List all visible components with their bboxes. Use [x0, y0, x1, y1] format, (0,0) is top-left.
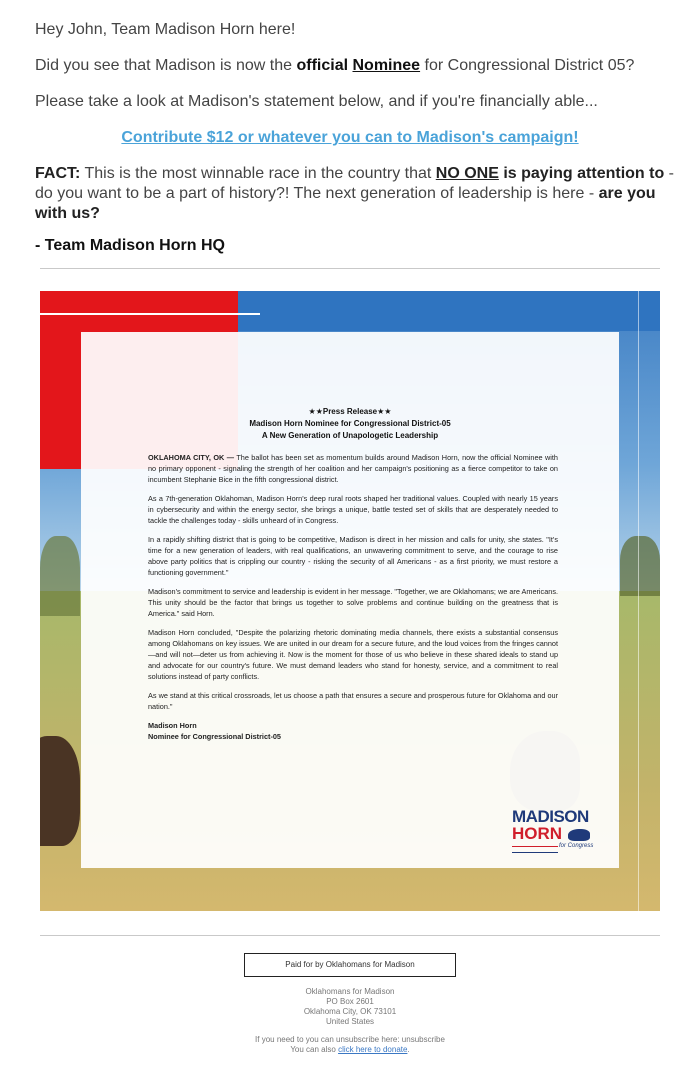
donate-post: .	[407, 1045, 410, 1054]
blue-banner-band	[238, 291, 660, 331]
madison-horn-logo	[512, 808, 604, 853]
fact-no-one: NO ONE	[435, 165, 499, 182]
press-release-kicker: ★★Press Release★★	[308, 407, 392, 416]
contribute-link[interactable]: Contribute $12 or whatever you can to Madison's campaign!	[121, 129, 579, 146]
press-release-header	[81, 406, 619, 442]
pr-signature-name: Madison Horn	[148, 721, 197, 730]
pr-paragraph-3: In a rapidly shifting district that is going to be competitive, Madison is direct in her mission and calls for unity, she states. "It's time for a new generation of leaders, with real qualifications, an unwavering commitment to serve, and the courage to rise above party politics that is crippling our country - risking the security of all Americans - as a first priority, we must restore a functioning government."	[148, 535, 558, 577]
pr-paragraph-4: Madison's commitment to service and leadership is evident in her message. "Together, we are Oklahomans; we are Americans. This unity should be the factor that brings us together to solve problems and continue building on the greatness that is America." said Horn.	[148, 587, 558, 618]
address-org: Oklahomans for Madison	[305, 987, 395, 996]
logo-for-congress: for Congress	[559, 843, 594, 849]
press-release-body	[148, 452, 558, 742]
address-city: Oklahoma City, OK 73101	[303, 1007, 397, 1016]
donate-link[interactable]: click here to donate	[338, 1045, 408, 1054]
nominee-line	[35, 56, 675, 76]
fact-bold: is paying attention to	[498, 165, 665, 182]
footer-links	[0, 1035, 700, 1055]
fact-text1: This is the most winnable race in the country that	[80, 165, 436, 182]
bison-left	[40, 736, 80, 846]
contribute-line	[0, 128, 700, 148]
unsubscribe-text[interactable]: If you need to you can unsubscribe here: unsubscribe	[255, 1035, 445, 1044]
pr-paragraph-6: As we stand at this critical crossroads, let us choose a path that ensures a secure and prosperous future for Oklahoma and our nation."	[148, 691, 558, 711]
logo-madison: MADISON	[512, 807, 589, 826]
nominee-pre: Did you see that Madison is now the	[35, 57, 297, 74]
press-release-image	[40, 291, 660, 911]
press-release-headline: Madison Horn Nominee for Congressional District-05	[249, 419, 451, 428]
pr-paragraph-5: Madison Horn concluded, "Despite the polarizing rhetoric dominating media channels, there exists a substantial consensus among Oklahomans on key issues. We are united in our dream for a secure future, and the loud voices from the fringes cannot—and will not—deter us from achieving it. Now is the moment for those of us who believe in these shared ideals to stand up and advocate for our country's future. We must demand leaders who stand for honesty, service, and a commitment to real solutions instead of party conflicts.	[148, 628, 558, 681]
donate-pre: You can also	[290, 1045, 339, 1054]
nominee-official: official	[296, 57, 353, 74]
white-stripe	[40, 313, 260, 315]
logo-horn: HORN	[512, 824, 563, 843]
look-line: Please take a look at Madison's statement below, and if you're financially able...	[35, 93, 598, 110]
address-po-box: PO Box 2601	[326, 997, 374, 1006]
logo-rules	[512, 846, 558, 853]
frame-line	[638, 291, 639, 911]
bison-icon	[568, 829, 590, 841]
nominee-post: for Congressional District 05?	[420, 57, 635, 74]
donate-line	[0, 1045, 700, 1055]
greeting: Hey John, Team Madison Horn here!	[35, 21, 296, 38]
pr-dateline: OKLAHOMA CITY, OK —	[148, 453, 235, 462]
nominee-word: Nominee	[352, 57, 421, 74]
fact-label: FACT:	[35, 165, 81, 182]
divider-top	[40, 268, 660, 269]
trees-right	[620, 536, 660, 596]
trees-left	[40, 536, 80, 616]
pr-p1-text: The ballot has been set as momentum builds around Madison Horn, now the official Nominee with no primary opponent - signaling the strength of her coalition and her campaign's positioning as a fierce competitor to take on incumbent Stephanie Bice in the fifth congressional district.	[148, 453, 558, 484]
pr-paragraph-2: As a 7th-generation Oklahoman, Madison Horn's deep rural roots shaped her traditional values. Coupled with nearly 15 years in cybersecurity and within the energy sector, she brings a unique, battle tested set of skills that are desperately needed to tackle the challenges today - skills unheard of in Congress.	[148, 494, 558, 525]
fact-text2: - do you want to be a part of history?! The next generation of leadership is here -	[35, 165, 675, 202]
fact-end: are you with us?	[35, 185, 656, 222]
press-release-card	[81, 332, 619, 868]
press-release-subhead: A New Generation of Unapologetic Leadership	[261, 431, 439, 440]
fact-paragraph	[35, 164, 675, 224]
divider-bottom	[40, 935, 660, 936]
mailing-address	[0, 987, 700, 1027]
address-country: United States	[325, 1017, 375, 1026]
signoff: - Team Madison Horn HQ	[35, 237, 225, 254]
paid-for-disclaimer: Paid for by Oklahomans for Madison	[244, 953, 456, 977]
pr-signature-title: Nominee for Congressional District-05	[148, 732, 281, 741]
pr-paragraph-1	[148, 452, 558, 485]
